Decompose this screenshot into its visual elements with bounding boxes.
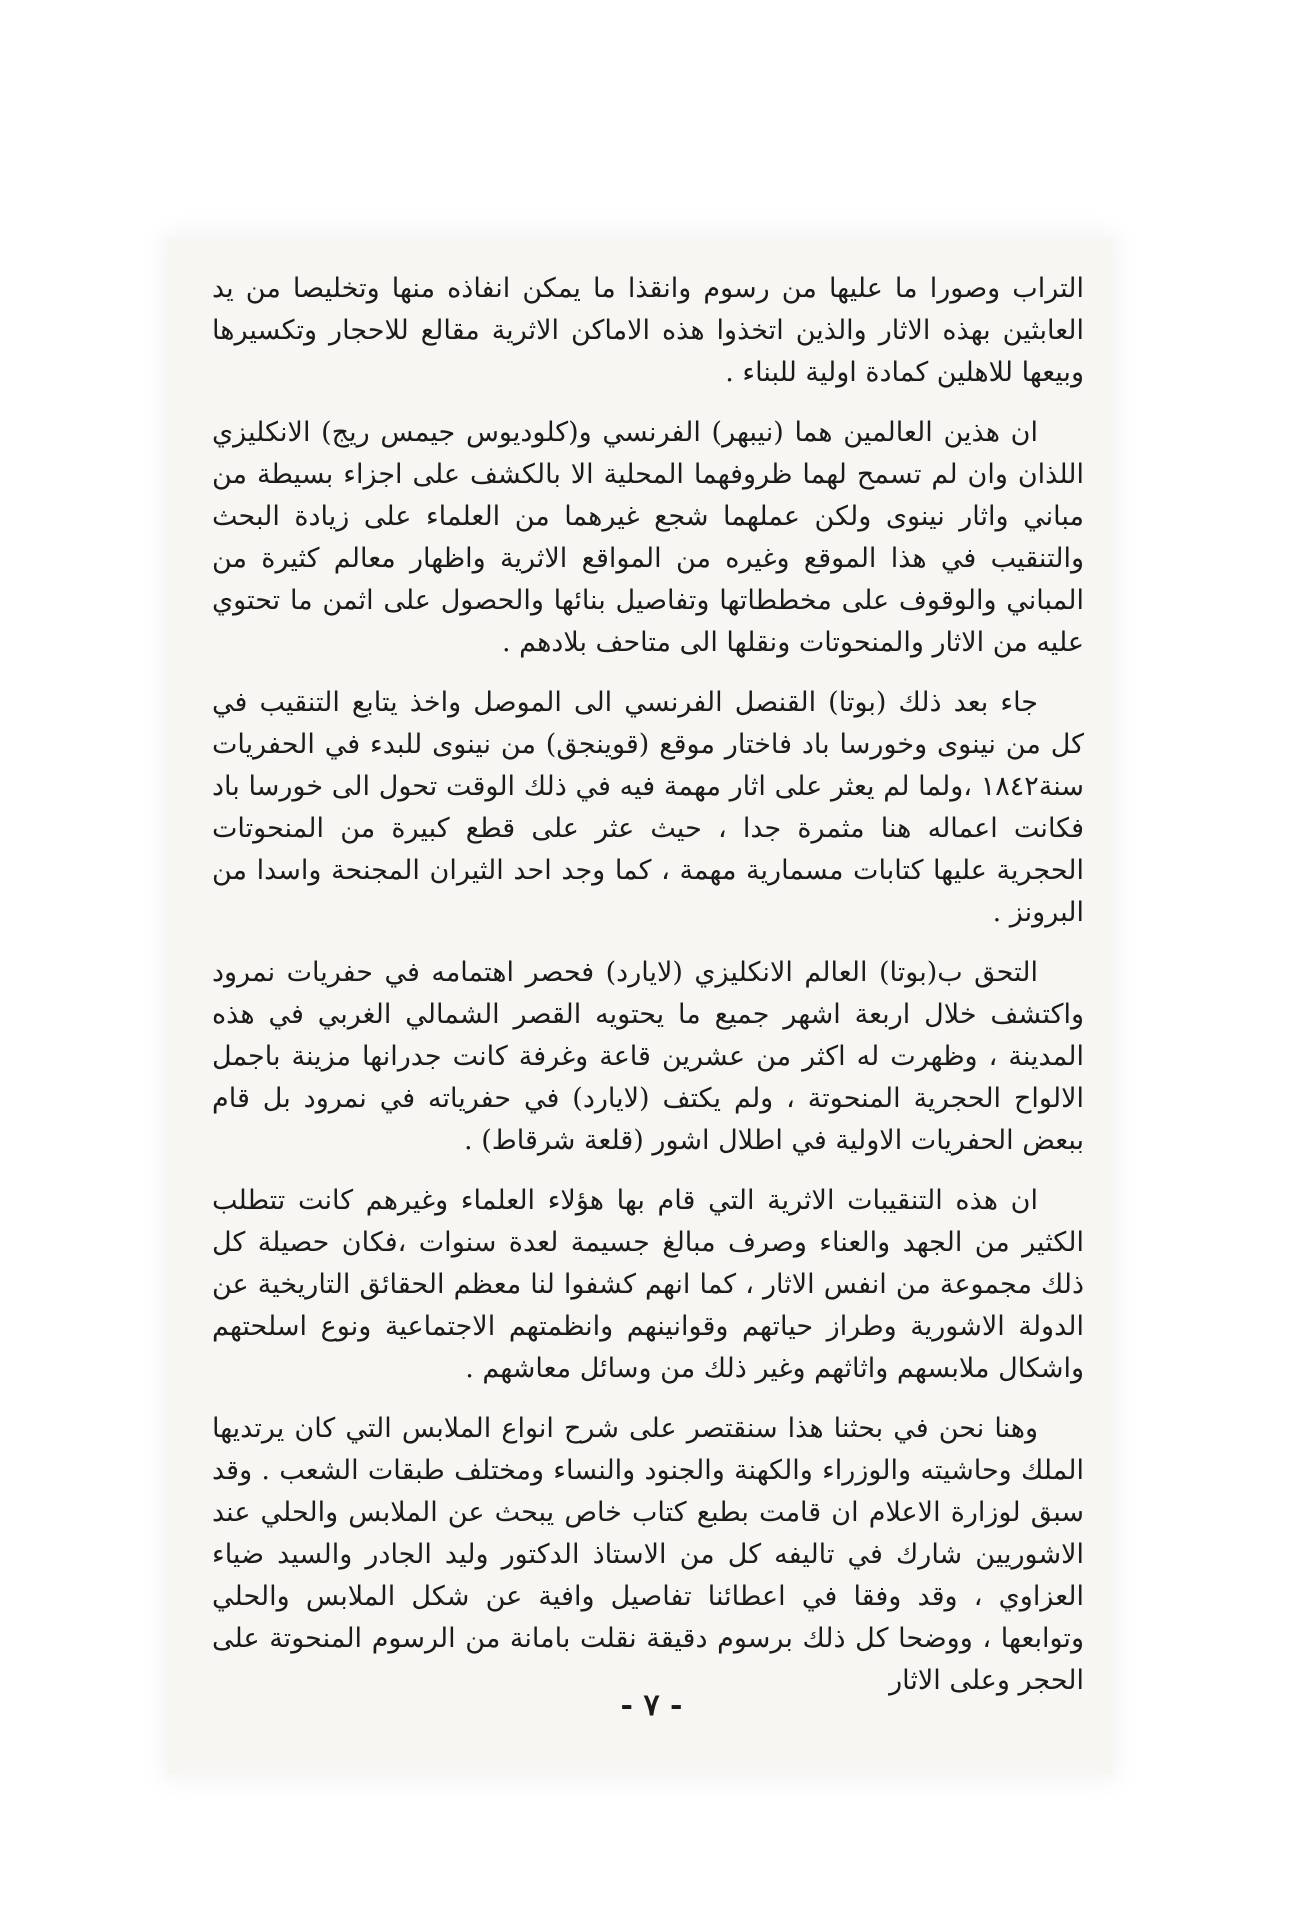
paragraph-1: التراب وصورا ما عليها من رسوم وانقذا ما يمكن انفاذه منها وتخليصا من يد العابثين بهذه الاثار والذين اتخذوا هذه الاماكن الاثرية مقالع للاحجار وتكسيرها وبيعها للاهلين كمادة اولية للبناء . — [212, 273, 1084, 388]
paragraph-2: ان هذين العالمين هما (نيبهر) الفرنسي و(كلوديوس جيمس ريج) الانكليزي اللذان وان لم تسمح لهما ظروفهما المحلية الا بالكشف على اجزاء بسيطة من مباني واثار نينوى ولكن عملهما شجع غيرهما من العلماء على زيادة البحث والتنقيب في هذا الموقع وغيره من المواقع الاثرية واظهار معالم كثيرة من المباني والوقوف على مخططاتها وتفاصيل بنائها والحصول على اثمن ما تحتوي عليه من الاثار والمنحوتات ونقلها الى متاحف بلادهم . — [212, 417, 1084, 658]
paragraph-6: وهنا نحن في بحثنا هذا سنقتصر على شرح انواع الملابس التي كان يرتديها الملك وحاشيته والوزراء والكهنة والجنود والنساء ومختلف طبقات الشعب . وقد سبق لوزارة الاعلام ان قامت بطبع كتاب خاص يبحث عن الملابس والحلي عند الاشوريين شارك في تاليفه كل من الاستاذ الدكتور وليد الجادر والسيد ضياء العزاوي ، وقد وفقا في اعطائنا تفاصيل وافية عن شكل الملابس والحلي وتوابعها ، ووضحا كل ذلك برسوم دقيقة نقلت بامانة من الرسوم المنحوتة على الحجر وعلى الاثار — [212, 1413, 1084, 1696]
paragraph-5: ان هذه التنقيبات الاثرية التي قام بها هؤلاء العلماء وغيرهم كانت تتطلب الكثير من الجهد والعناء وصرف مبالغ جسيمة لعدة سنوات ،فكان حصيلة كل ذلك مجموعة من انفس الاثار ، كما انهم كشفوا لنا معظم الحقائق التاريخية عن الدولة الاشورية وطراز حياتهم وقوانينهم وانظمتهم الاجتماعية ونوع اسلحتهم واشكال ملابسهم واثاثهم وغير ذلك من وسائل معاشهم . — [212, 1185, 1084, 1384]
body-text — [212, 268, 1084, 1720]
paragraph-3: جاء بعد ذلك (بوتا) القنصل الفرنسي الى الموصل واخذ يتابع التنقيب في كل من نينوى وخورسا باد فاختار موقع (قوينجق) من نينوى للبدء في الحفريات سنة١٨٤٢ ،ولما لم يعثر على اثار مهمة فيه في ذلك الوقت تحول الى خورسا باد فكانت اعماله هنا مثمرة جدا ، حيث عثر على قطع كبيرة من المنحوتات الحجرية عليها كتابات مسمارية مهمة ، كما وجد احد الثيران المجنحة واسدا من البرونز . — [212, 687, 1084, 928]
page-number: - ٧ - — [620, 1688, 683, 1723]
paragraph-4: التحق ب(بوتا) العالم الانكليزي (لايارد) فحصر اهتمامه في حفريات نمرود واكتشف خلال اربعة اشهر جميع ما يحتويه القصر الشمالي الغربي في هذه المدينة ، وظهرت له اكثر من عشرين قاعة وغرفة كانت جدرانها مزينة باجمل الالواح الحجرية المنحوتة ، ولم يكتف (لايارد) في حفرياته في نمرود بل قام ببعض الحفريات الاولية في اطلال اشور (قلعة شرقاط) . — [212, 957, 1084, 1156]
